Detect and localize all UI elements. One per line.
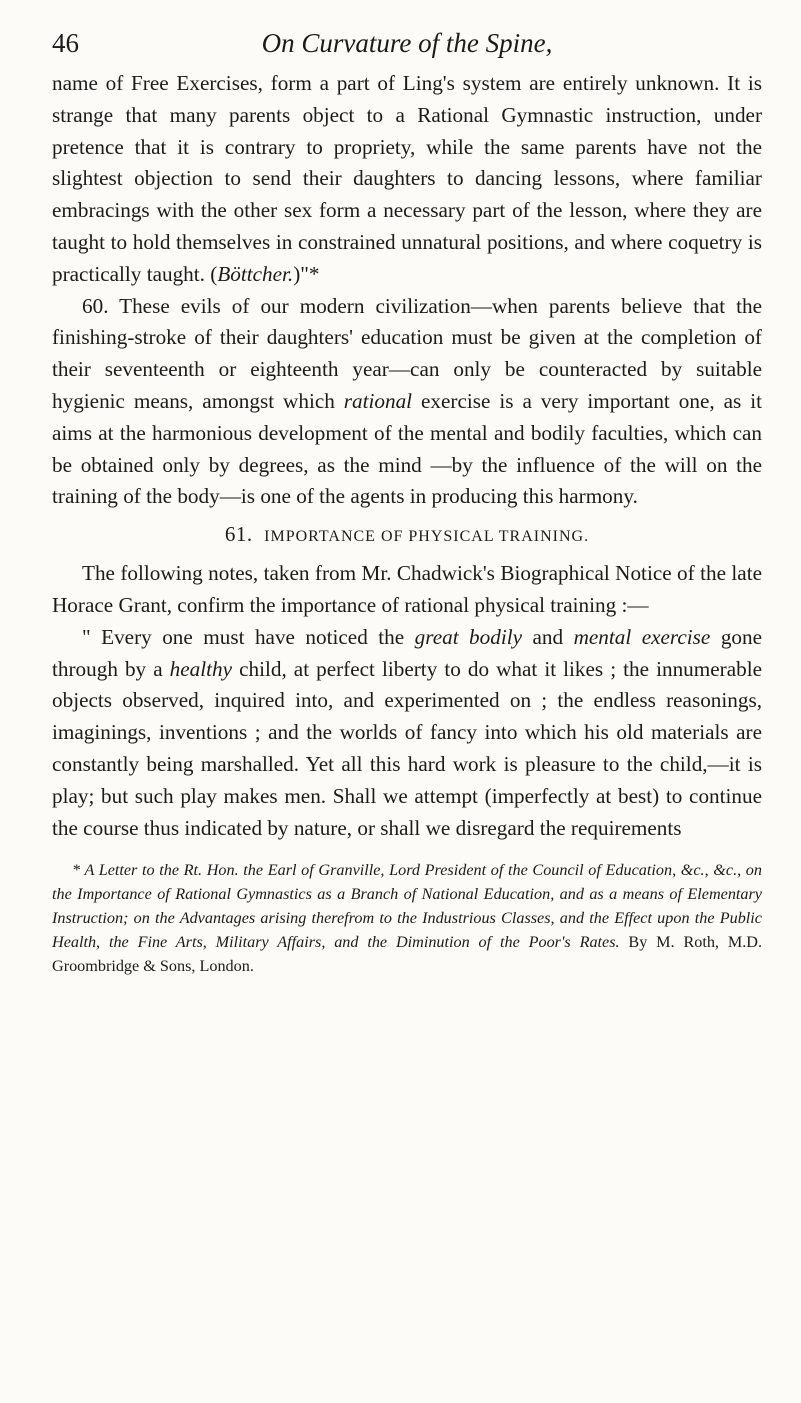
running-head xyxy=(52,18,762,68)
footnote-publisher: By M. Roth, M.D. Groombridge & Sons, London. xyxy=(52,933,762,976)
text-run: " Every one must have noticed the xyxy=(82,624,415,649)
section-heading xyxy=(52,519,762,552)
emphasis: great bodily xyxy=(414,624,523,649)
text-run: 60. These evils of our modern civilization—when parents believe that the finishing-stroke of their daughters' education must be given at the completion of their seventeenth or eighteenth year—can only be counteracted by suitable hygienic means, amongst which xyxy=(52,293,762,413)
footnote-citation: * A Letter to the Rt. Hon. the Earl of Granville, Lord President of the Council of Education, &c., &c., on the Importance of Rational Gymnastics as a Branch of National Education, and as a means of Elementary Instruction; on the Advantages arising therefrom to the Industrious Classes, and the Effect upon the Public Health, the Fine Arts, Military Affairs, and the Diminution of the Poor's Rates. xyxy=(52,861,762,952)
text-run: )"* xyxy=(293,261,320,286)
page-number: 46 xyxy=(52,28,79,58)
footnote xyxy=(52,858,762,978)
cited-author: Böttcher. xyxy=(217,261,294,286)
paragraph-60 xyxy=(52,291,762,514)
emphasis: rational xyxy=(343,388,413,413)
section-number: 61. xyxy=(224,522,253,547)
body-text xyxy=(52,68,762,844)
section-title: IMPORTANCE OF PHYSICAL TRAINING. xyxy=(264,528,590,546)
paragraph-continuation xyxy=(52,68,762,291)
paragraph-quote xyxy=(52,622,762,845)
book-page xyxy=(52,18,762,995)
emphasis: healthy xyxy=(169,656,233,681)
text-run: child, at perfect liberty to do what it likes ; the innumerable objects observed, inquired into, and experimented on ; the endless reasonings, imaginings, inventions ; and the worlds of fancy into which his old materials are constantly being marshalled. Yet all this hard work is pleasure to the child,—it is play; but such play makes men. Shall we attempt (imperfectly at best) to continue the course thus indicated by nature, or shall we disregard the requirements xyxy=(52,656,762,840)
text-run: gone through by a xyxy=(52,624,763,681)
text-run: exercise is a very important one, as it aims at the harmonious development of the mental and bodily faculties, which can be obtained only by degrees, as the mind —by the influence of the will on the training of the body—is one of the agents in producing this harmony. xyxy=(52,388,762,509)
emphasis: mental exercise xyxy=(573,624,711,649)
paragraph-61: The following notes, taken from Mr. Chadwick's Biographical Notice of the late Horace Grant, confirm the importance of rational physical training :— xyxy=(52,561,762,617)
text-run: name of Free Exercises, form a part of Ling's system are entirely unknown. It is strange that many parents object to a Rational Gymnastic instruction, under pretence that it is contrary to propriety, while the same parents have not the slightest objection to send their daughters to dancing lessons, where familiar embracings with the other sex form a necessary part of the lesson, where they are taught to hold themselves in constrained unnatural positions, and where coquetry is practically taught. ( xyxy=(52,71,762,286)
text-run: and xyxy=(522,624,574,649)
running-title: On Curvature of the Spine, xyxy=(261,28,553,58)
